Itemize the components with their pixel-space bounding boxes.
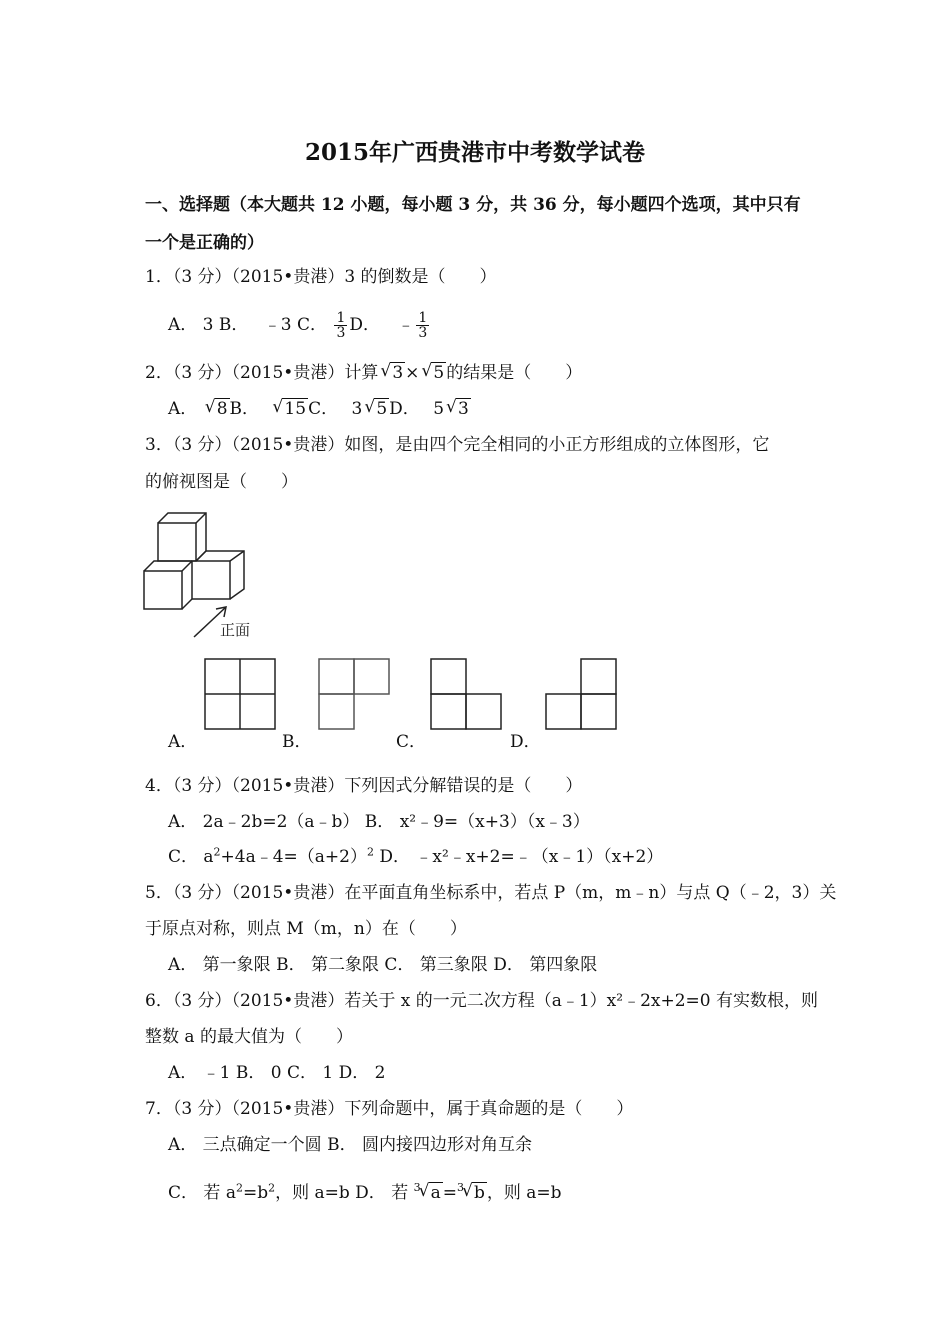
q7-options-line1: A． 三点确定一个圆 B． 圆内接四边形对角互余 xyxy=(168,1135,532,1155)
q2-option-c: C． xyxy=(308,399,339,419)
section-heading-line1: 一、选择题（本大题共 12 小题，每小题 3 分，共 36 分，每小题四个选项，其中只有 xyxy=(145,195,801,215)
q2-sqrt-5: √ 5 xyxy=(421,363,446,383)
q3-option-c: C． xyxy=(396,732,427,752)
q2-sqrt-3: √ 3 xyxy=(380,363,405,383)
q4-stem: 4．（3 分）（2015•贵港）下列因式分解错误的是（ ） xyxy=(145,776,583,796)
q6-stem-line1: 6．（3 分）（2015•贵港）若关于 x 的一元二次方程（a﹣1）x²﹣2x+2=0 有实数根，则 xyxy=(145,991,819,1011)
q5-options: A． 第一象限 B． 第二象限 C． 第三象限 D． 第四象限 xyxy=(168,955,598,975)
q6-options: A． ﹣1 B． 0 C． 1 D． 2 xyxy=(168,1063,386,1083)
section-heading-line2: 一个是正确的） xyxy=(145,233,264,253)
q1-option-b: ﹣3 C． xyxy=(263,315,328,335)
q3-option-b: B． xyxy=(282,732,312,752)
q1-option-c-fraction: $\frac{1}{3}$ xyxy=(336,310,346,341)
q2-option-d: D． xyxy=(389,399,420,419)
q2-option-b: B． xyxy=(229,399,260,419)
q5-stem-line2: 于原点对称，则点 M（m，n）在（ ） xyxy=(145,919,467,939)
q6-stem-line2: 整数 a 的最大值为（ ） xyxy=(145,1027,353,1047)
q1-stem: 1．（3 分）（2015•贵港）3 的倒数是（ ） xyxy=(145,267,497,287)
q1-options xyxy=(168,310,431,340)
q2-option-a: A． xyxy=(168,399,198,419)
q3-stem-line2: 的俯视图是（ ） xyxy=(145,472,298,492)
q2-stem: 2．（3 分）（2015•贵港）计算√ 3 ×√ 5 的结果是（ ） xyxy=(145,358,582,383)
q4-options-line1: A． 2a﹣2b=2（a﹣b） B． x²﹣9=（x+3）（x﹣3） xyxy=(168,812,590,832)
q1-option-d: D． xyxy=(349,315,381,335)
q2-options: A． √ 8 B． √ 15 C． 3√ 5 D． 5√ 3 xyxy=(168,394,471,419)
q3-stem-line1: 3．（3 分）（2015•贵港）如图，是由四个完全相同的小正方形组成的立体图形，它 xyxy=(145,435,770,455)
page-title: 2015年广西贵港市中考数学试卷 xyxy=(304,139,645,166)
q4-options-line2: C． $a^2+4a﹣4=(a+2)^2$ D． ﹣x²﹣x+2=﹣（x﹣1）（x+2） xyxy=(168,845,664,867)
q3-option-c-figure xyxy=(430,658,506,732)
q1-option-d-fraction: $\frac{1}{3}$ xyxy=(418,310,428,341)
q7-stem: 7．（3 分）（2015•贵港）下列命题中，属于真命题的是（ ） xyxy=(145,1099,634,1119)
q3-front-label: 正面 xyxy=(220,621,251,639)
q5-stem-line1: 5．（3 分）（2015•贵港）在平面直角坐标系中，若点 P（m，m﹣n）与点 Q（﹣2，3）关 xyxy=(145,883,837,903)
q3-option-d-figure xyxy=(545,658,621,732)
q2-option-d-sqrt: √ 3 xyxy=(446,399,471,419)
q2-option-b-sqrt: √ 15 xyxy=(272,399,308,419)
q3-option-a: A． xyxy=(168,732,198,752)
q7-cube-root-b: √ b xyxy=(462,1183,487,1203)
q3-option-a-figure xyxy=(204,658,278,732)
q2-option-c-sqrt: √ 5 xyxy=(364,399,389,419)
q2-option-a-sqrt: √ 8 xyxy=(205,399,230,419)
q1-option-d-sign: ﹣ xyxy=(397,315,415,335)
q1-option-a: A． 3 B． xyxy=(168,315,249,335)
q7-cube-root-a: √ a xyxy=(419,1183,443,1203)
q3-option-b-figure xyxy=(318,658,394,732)
q7-options-line2: C． 若 $a^2=b^2$，则 a=b D． 若 $^3$√ a =$^3$√ b ，则 a=b xyxy=(168,1178,562,1203)
q3-cube-figure xyxy=(140,505,260,640)
q3-option-d: D． xyxy=(510,732,541,752)
